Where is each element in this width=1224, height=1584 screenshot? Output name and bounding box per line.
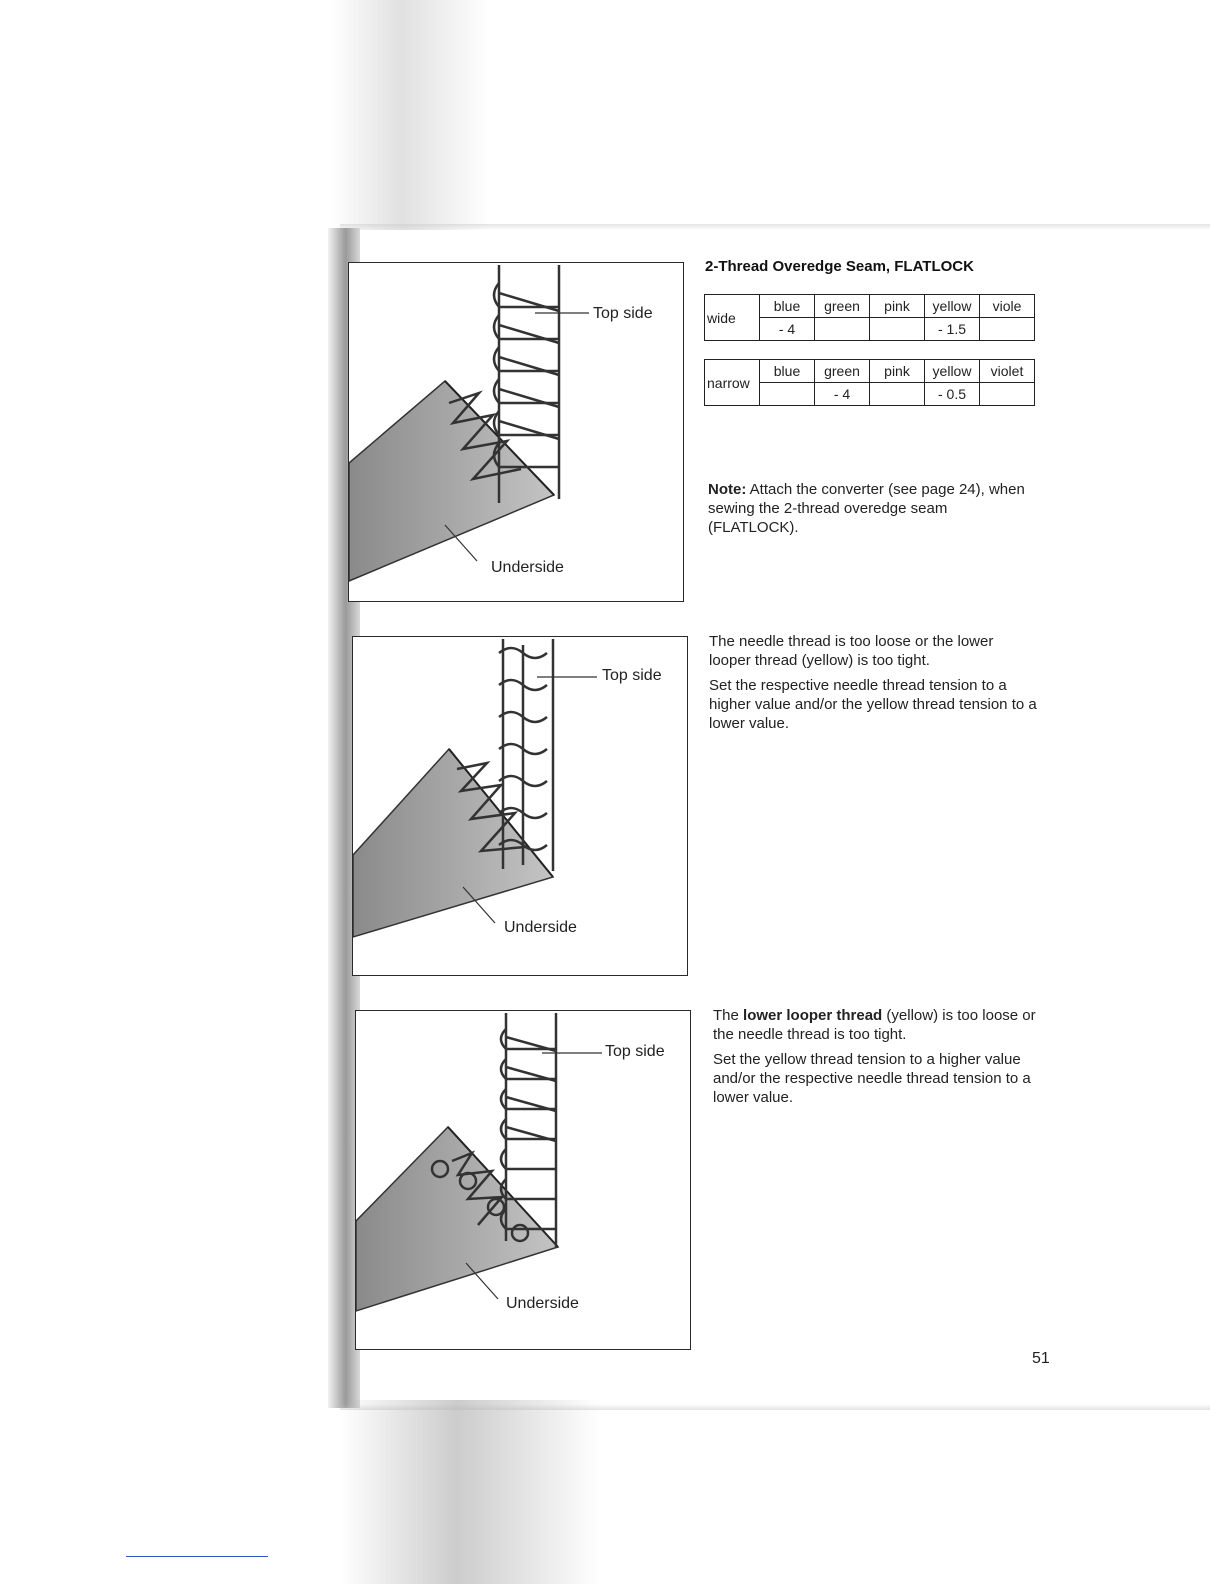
top-side-label: Top side	[605, 1043, 665, 1060]
paragraph-line: Set the yellow thread tension to a higher value and/or the respective needle thread tension to a lower value.	[713, 1051, 1031, 1106]
row-label: wide	[705, 295, 760, 341]
top-side-label: Top side	[602, 667, 662, 684]
table-cell	[980, 318, 1035, 341]
table-header: viole	[980, 295, 1035, 318]
paragraph-text: The	[713, 1007, 739, 1024]
underside-label: Underside	[491, 559, 564, 576]
table-cell: - 4	[760, 318, 815, 341]
page-edge	[340, 224, 1210, 230]
emphasis-text: lower looper thread	[743, 1007, 883, 1024]
paragraph-loose-needle	[709, 632, 1039, 739]
table-cell	[870, 318, 925, 341]
underside-label: Underside	[506, 1295, 579, 1312]
page-number: 51	[1032, 1350, 1050, 1367]
table-header: pink	[870, 295, 925, 318]
table-cell	[870, 383, 925, 406]
table-cell: - 0.5	[925, 383, 980, 406]
table-cell	[980, 383, 1035, 406]
table-header: blue	[760, 360, 815, 383]
note-paragraph	[708, 480, 1038, 543]
paragraph-line: Set the respective needle thread tension to a higher value and/or the yellow thread tension to a lower value.	[709, 677, 1037, 732]
tension-table-wide	[704, 294, 1035, 341]
table-cell	[815, 318, 870, 341]
row-label: narrow	[705, 360, 760, 406]
table-header: pink	[870, 360, 925, 383]
note-label: Note:	[708, 481, 747, 498]
stitch-figure-1	[348, 262, 684, 602]
table-cell	[760, 383, 815, 406]
stitch-figure-3	[355, 1010, 691, 1350]
note-text: Attach the converter (see page 24), when sewing the 2-thread overedge seam (FLATLOCK).	[708, 481, 1025, 536]
paragraph-text: (yellow) is too loose or the needle thread is too tight.	[713, 1007, 1036, 1043]
table-header: yellow	[925, 360, 980, 383]
underside-label: Underside	[504, 919, 577, 936]
table-cell: - 1.5	[925, 318, 980, 341]
table-header: blue	[760, 295, 815, 318]
table-header: green	[815, 360, 870, 383]
paragraph-loose-looper	[713, 1006, 1045, 1113]
paragraph-line: The needle thread is too loose or the lower looper thread (yellow) is too tight.	[709, 633, 994, 669]
top-side-label: Top side	[593, 305, 653, 322]
tension-table-narrow	[704, 359, 1035, 406]
table-header: green	[815, 295, 870, 318]
table-cell: - 4	[815, 383, 870, 406]
scan-shadow	[340, 1400, 600, 1584]
scan-shadow	[330, 0, 490, 230]
stitch-figure-2	[352, 636, 688, 976]
section-title: 2-Thread Overedge Seam, FLATLOCK	[705, 258, 974, 275]
table-header: violet	[980, 360, 1035, 383]
scan-artifact-line	[126, 1556, 268, 1557]
table-header: yellow	[925, 295, 980, 318]
